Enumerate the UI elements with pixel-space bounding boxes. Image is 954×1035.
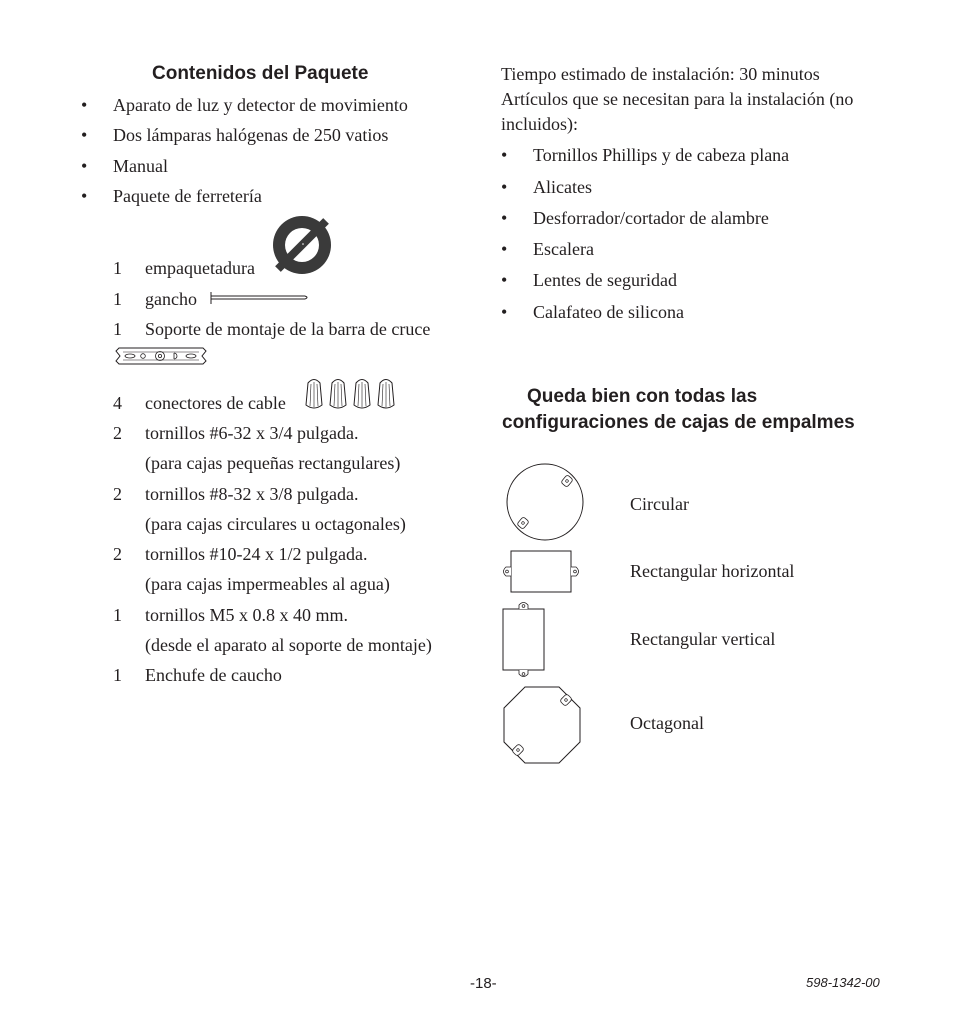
- item-note: (desde el aparato al soporte de montaje): [145, 635, 432, 655]
- rectangular-vertical-box-icon: [501, 600, 547, 684]
- item-text: tornillos #6-32 x 3/4 pulgada.: [145, 423, 359, 443]
- contents-title: Contenidos del Paquete: [152, 63, 369, 84]
- install-time: Tiempo estimado de instalación: 30 minutos: [501, 64, 820, 84]
- item-qty: 1: [113, 289, 122, 309]
- document-number: 598-1342-00: [806, 975, 880, 990]
- wire-connectors-icon: [304, 377, 402, 411]
- item-qty: 1: [113, 319, 122, 339]
- item-qty: 2: [113, 544, 122, 564]
- list-item-text: Dos lámparas halógenas de 250 vatios: [113, 125, 389, 145]
- list-item-text: Tornillos Phillips y de cabeza plana: [533, 145, 790, 165]
- list-item-text: Aparato de luz y detector de movimiento: [113, 95, 408, 115]
- item-text: empaquetadura: [145, 258, 255, 278]
- bullet: •: [501, 239, 508, 259]
- bullet: •: [81, 95, 88, 115]
- item-text: tornillos M5 x 0.8 x 40 mm.: [145, 605, 349, 625]
- item-qty: 4: [113, 393, 122, 413]
- bullet: •: [81, 186, 88, 206]
- list-item-text: Paquete de ferretería: [113, 186, 262, 206]
- list-item-text: Escalera: [533, 239, 594, 259]
- bullet: •: [501, 302, 508, 322]
- hook-icon: [209, 291, 311, 305]
- bullet: •: [501, 208, 508, 228]
- item-qty: 2: [113, 484, 122, 504]
- item-note: (para cajas circulares u octagonales): [145, 514, 406, 534]
- item-qty: 1: [113, 258, 122, 278]
- page-number: -18-: [470, 975, 497, 992]
- item-note: (para cajas impermeables al agua): [145, 574, 390, 594]
- rectangular-horizontal-box-icon: [500, 550, 582, 594]
- box-type-label: Rectangular horizontal: [630, 561, 795, 581]
- boxes-title-line2: configuraciones de cajas de empalmes: [502, 412, 855, 433]
- boxes-title-line1: Queda bien con todas las: [527, 386, 758, 407]
- bullet: •: [501, 270, 508, 290]
- list-item-text: Lentes de seguridad: [533, 270, 677, 290]
- bullet: •: [501, 145, 508, 165]
- list-item-text: Alicates: [533, 177, 592, 197]
- item-qty: 2: [113, 423, 122, 443]
- item-qty: 1: [113, 665, 122, 685]
- box-type-label: Circular: [630, 494, 689, 514]
- item-text: tornillos #8-32 x 3/8 pulgada.: [145, 484, 359, 504]
- octagonal-box-icon: [502, 686, 582, 766]
- box-type-label: Octagonal: [630, 713, 704, 733]
- needed-items-line2: incluidos):: [501, 114, 578, 134]
- circular-box-icon: [504, 462, 586, 542]
- list-item-text: Calafateo de silicona: [533, 302, 684, 322]
- bullet: •: [81, 156, 88, 176]
- item-text: Enchufe de caucho: [145, 665, 282, 685]
- item-qty: 1: [113, 605, 122, 625]
- list-item-text: Desforrador/cortador de alambre: [533, 208, 769, 228]
- crossbar-bracket-icon: [113, 345, 209, 367]
- item-note: (para cajas pequeñas rectangulares): [145, 453, 401, 473]
- item-text: Soporte de montaje de la barra de cruce: [145, 319, 431, 339]
- box-type-label: Rectangular vertical: [630, 629, 776, 649]
- gasket-icon: [271, 214, 333, 276]
- bullet: •: [501, 177, 508, 197]
- item-text: conectores de cable: [145, 393, 286, 413]
- needed-items-line1: Artículos que se necesitan para la instalación (no: [501, 89, 854, 109]
- item-text: tornillos #10-24 x 1/2 pulgada.: [145, 544, 368, 564]
- bullet: •: [81, 125, 88, 145]
- item-text: gancho: [145, 289, 197, 309]
- list-item-text: Manual: [113, 156, 168, 176]
